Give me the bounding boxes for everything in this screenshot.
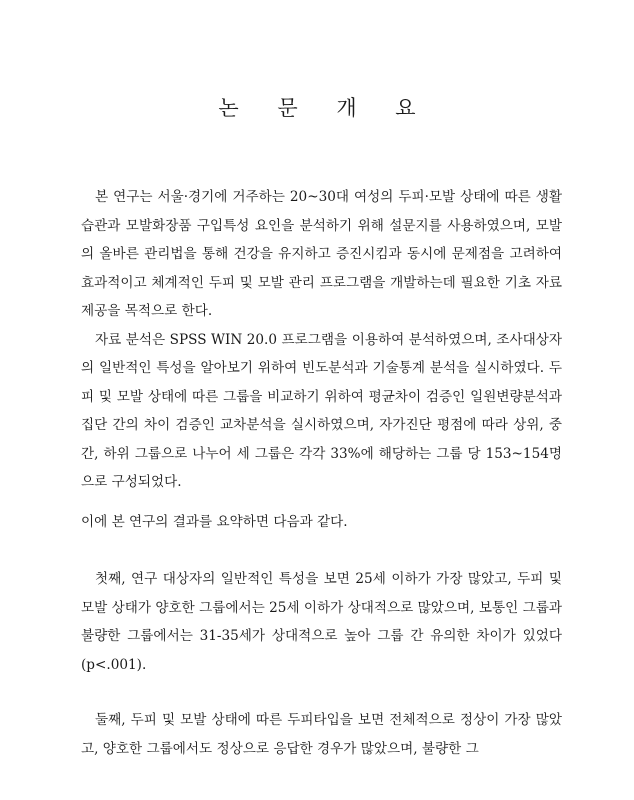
paragraph-finding-2: 둘째, 두피 및 모발 상태에 따른 두피타입을 보면 전체적으로 정상이 가장 많았고, 양호한 그룹에서도 정상으로 응답한 경우가 많았으며, 불량한 그 bbox=[81, 712, 562, 757]
page-title: 논 문 개 요 bbox=[218, 96, 432, 120]
paragraph-summary-intro: 이에 본 연구의 결과를 요약하면 다음과 같다. bbox=[81, 514, 348, 530]
paragraph-finding-1: 첫째, 연구 대상자의 일반적인 특성을 보면 25세 이하가 가장 많았고, 두피 및 모발 상태가 양호한 그룹에서는 25세 이하가 상대적으로 많았으며, 보통인 그룹과 불량한 그룹에서는 31-35세가 상대적으로 높아 그룹 간 유의한 차이가 있었다(p<.001). bbox=[81, 571, 562, 673]
finding-first bbox=[81, 565, 562, 679]
paragraph-purpose: 본 연구는 서울·경기에 거주하는 20~30대 여성의 두피·모발 상태에 따른 생활습관과 모발화장품 구입특성 요인을 분석하기 위해 설문지를 사용하였으며, 모발의 올바른 관리법을 통해 건강을 유지하고 증진시킴과 동시에 문제점을 고려하여 효과적이고 체계적인 두피 및 모발 관리 프로그램을 개발하는데 필요한 기초 자료제공을 목적으로 한다. bbox=[81, 189, 562, 319]
abstract-body bbox=[81, 183, 562, 497]
summary-intro bbox=[81, 508, 562, 537]
finding-second bbox=[81, 706, 562, 763]
paragraph-method: 자료 분석은 SPSS WIN 20.0 프로그램을 이용하여 분석하였으며, 조사대상자의 일반적인 특성을 알아보기 위하여 빈도분석과 기술통계 분석을 실시하였다. 두피 및 모발 상태에 따른 그룹을 비교하기 위하여 평균차이 검증인 일원변량분석과 집단 간의 차이 검증인 교차분석을 실시하였으며, 자가진단 평점에 따라 상위, 중간, 하위 그룹으로 나누어 세 그룹은 각각 33%에 해당하는 그룹 당 153~154명으로 구성되었다. bbox=[81, 331, 562, 490]
